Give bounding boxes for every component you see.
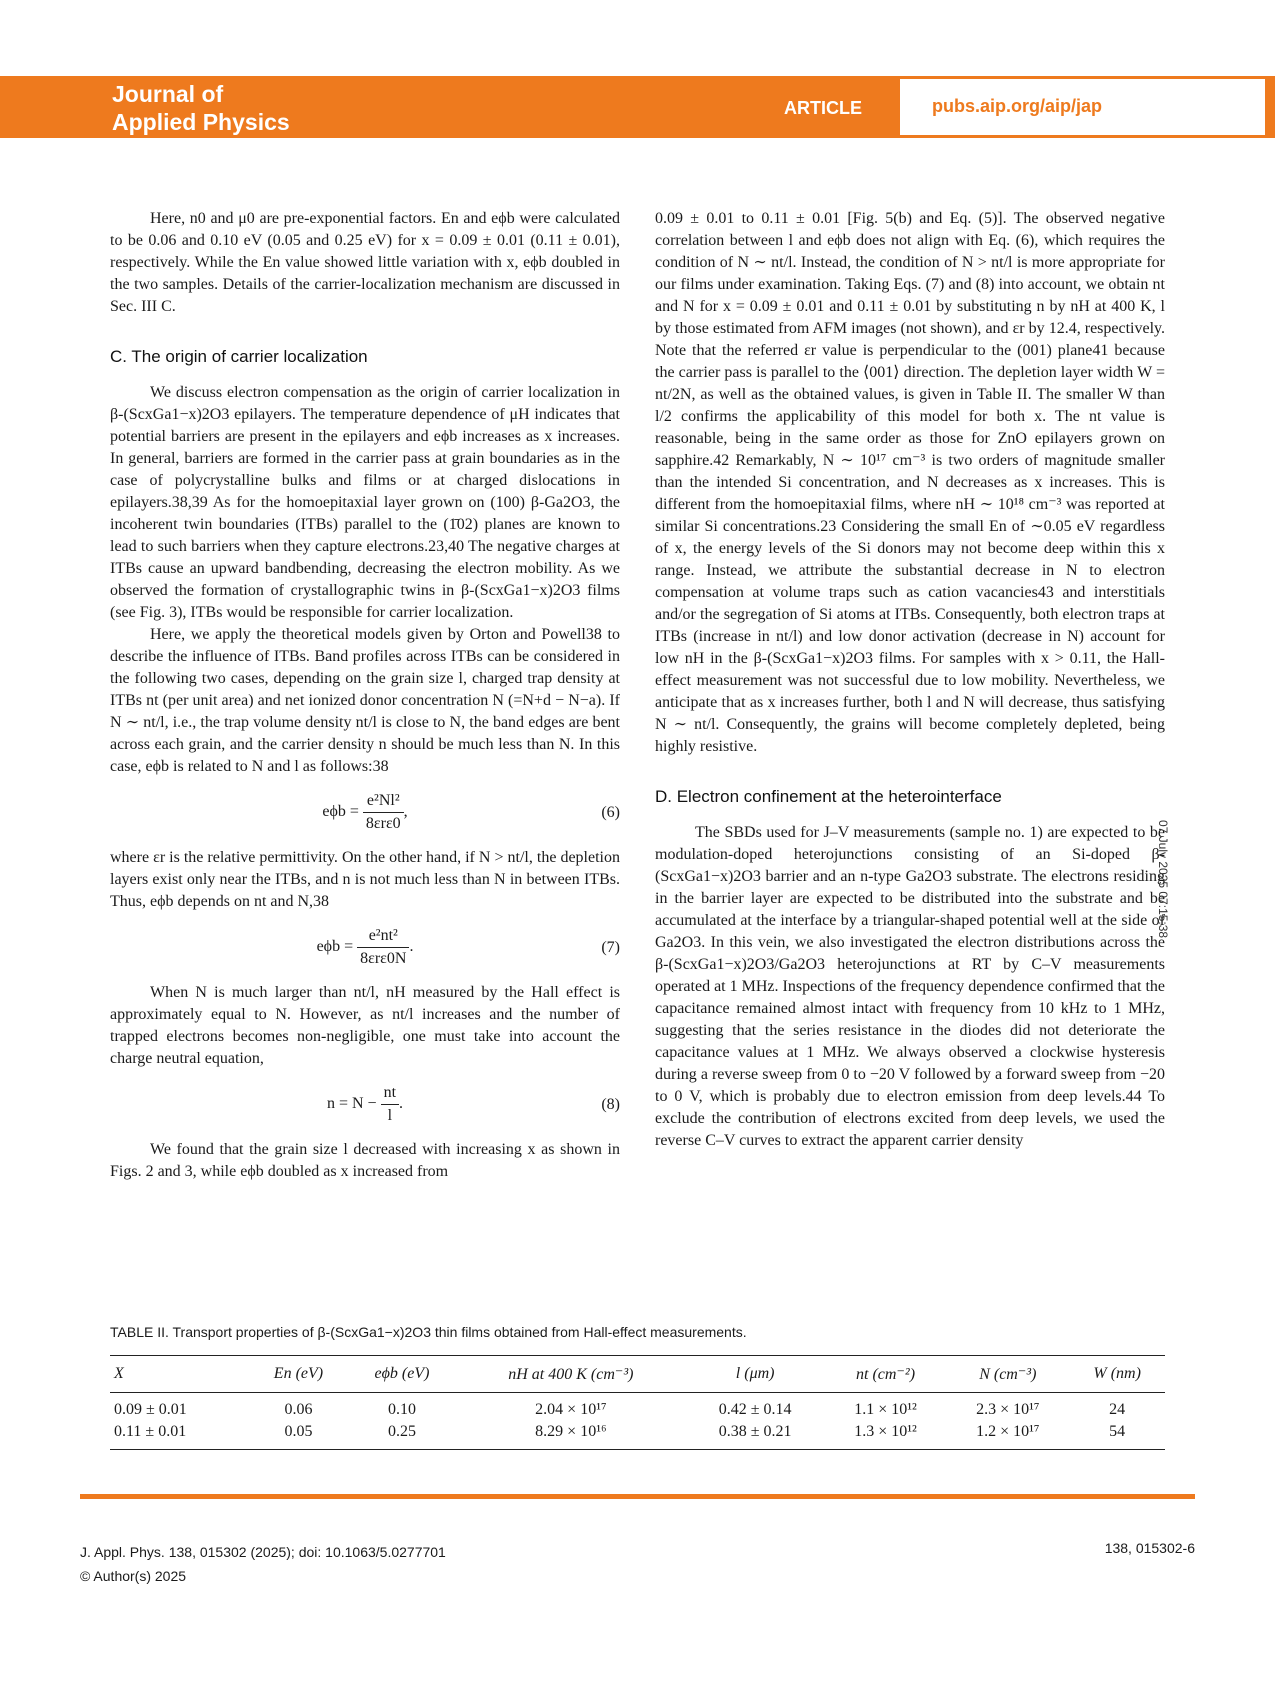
- table-cell: 2.3 × 10¹⁷: [976, 1401, 1040, 1418]
- table-cell: 0.05: [284, 1423, 313, 1440]
- left-column: [110, 208, 620, 1183]
- equation-denominator: 8εrε0: [365, 815, 401, 832]
- table-header-cell: N (cm⁻³): [979, 1366, 1037, 1383]
- equation-lhs: eϕb =: [322, 803, 359, 821]
- equation-fraction: [381, 1082, 399, 1127]
- table-cell: 0.42 ± 0.14: [718, 1401, 792, 1418]
- download-date-stamp: 07 July 2025 07:15:38: [1156, 820, 1170, 939]
- table-cell: 24: [1109, 1401, 1126, 1418]
- equation-lhs: eϕb =: [316, 938, 354, 956]
- table-cell: 1.2 × 10¹⁷: [976, 1423, 1040, 1440]
- paragraph: Here, we apply the theoretical models given by Orton and Powell38 to describe the influence of ITBs. Band profiles across ITBs can be considered in the following two cases, depending on the grain size l, charged trap density at ITBs nt (per unit area) and net ionized donor concentration N (=N+d − N−a). If N ∼ nt/l, i.e., the trap volume density nt/l is close to N, the band edges are bent across each grain, and the carrier density n should be much less than N. In this case, eϕb is related to N and l as follows:38: [110, 626, 620, 775]
- table-header-row: [110, 1356, 1165, 1393]
- paragraph: 0.09 ± 0.01 to 0.11 ± 0.01 [Fig. 5(b) and Eq. (5)]. The observed negative correlation between l and eϕb does not align with Eq. (6), which requires the condition of N ∼ nt/l. Instead, the condition of N > nt/l is more appropriate for our films under examination. Taking Eqs. (7) and (8) into account, we obtain nt and N for x = 0.09 ± 0.01 and 0.11 ± 0.01 by substituting n by nH at 400 K, l by those estimated from AFM images (not shown), and εr by 12.4, respectively. Note that the referred εr value is perpendicular to the (001) plane41 because the carrier pass is parallel to the ⟨001⟩ direction. The depletion layer width W = nt/2N, as well as the obtained values, is given in Table II. The smaller W than l/2 confirms the applicability of this model for both x. The nt value is reasonable, being in the same order as those for ZnO epilayers grown on sapphire.42 Remarkably, N ∼ 10¹⁷ cm⁻³ is two orders of magnitude smaller than the intended Si concentration, and N decreases as x increases. This is different from the homoepitaxial films, where nH ∼ 10¹⁸ cm⁻³ was reported at similar Si concentrations.23 Considering the small En of ∼0.05 eV regardless of x, the energy levels of the Si donors may not become deep within this x range. Instead, we attribute the substantial decrease in N to electron compensation at volume traps such as cation vacancies43 and interstitials and/or the segregation of Si atoms at ITBs. Consequently, both electron traps at ITBs (increase in nt/l) and low donor activation (decrease in N) account for low nH in the β-(ScxGa1−x)2O3 films. For samples with x > 0.11, the Hall-effect measurement was not successful due to low mobility. Nevertheless, we anticipate that as x increases further, both l and N will decrease, thus satisfying N ∼ nt/l. Consequently, the grains will become completely depleted, being highly resistive.: [655, 210, 1165, 755]
- transport-properties-table: [110, 1355, 1165, 1450]
- equation-6: eϕb = $\frac{\text{e²Nl²}}{\text{8εrε0}}$ , (6): [110, 790, 620, 835]
- equation-numerator: e²nt²: [357, 925, 409, 948]
- table-cell: 0.06: [284, 1401, 313, 1418]
- equation-number: (6): [601, 803, 620, 821]
- paragraph: When N is much larger than nt/l, nH measured by the Hall effect is approximately equal to N. However, as nt/l increases and the number of trapped electrons becomes non-negligible, one must take into account the charge neutral equation,: [110, 984, 620, 1067]
- table-row: [110, 1393, 1165, 1422]
- table-cell: 0.38 ± 0.21: [718, 1423, 792, 1440]
- footer-divider: [80, 1494, 1195, 1499]
- table-header-cell: En (eV): [273, 1365, 324, 1382]
- table-header-cell: nH at 400 K (cm⁻³): [508, 1366, 634, 1383]
- article-type-label: ARTICLE: [784, 98, 862, 118]
- equation-denominator: 8εrε0N: [360, 950, 407, 967]
- section-heading: D. Electron confinement at the heterointerface: [655, 787, 1002, 806]
- table-cell: 0.11 ± 0.01: [114, 1423, 187, 1440]
- table-cell: 0.10: [387, 1401, 416, 1418]
- citation-text: J. Appl. Phys. 138, 015302 (2025); doi: 10.1063/5.0277701: [80, 1544, 446, 1560]
- page-number: 138, 015302-6: [1104, 1540, 1195, 1556]
- table-cell: 8.29 × 10¹⁶: [535, 1423, 607, 1440]
- journal-name: [112, 80, 290, 136]
- table-header-cell: l (μm): [735, 1365, 775, 1382]
- footer-citation-block: [80, 1540, 446, 1588]
- equation-8: n = N − $\frac{nt}{l}$ . (8): [110, 1082, 620, 1127]
- table-cell: 1.3 × 10¹²: [854, 1423, 917, 1440]
- equation-numerator: e²Nl²: [363, 790, 404, 813]
- table-header-cell: W (nm): [1093, 1365, 1141, 1382]
- equation-number: (7): [601, 938, 620, 956]
- section-heading: C. The origin of carrier localization: [110, 347, 368, 366]
- journal-name-line2: Applied Physics: [112, 109, 290, 135]
- table-cell: 0.25: [387, 1423, 416, 1440]
- paragraph: The SBDs used for J–V measurements (sample no. 1) are expected to be modulation-doped heterojunctions consisting of an Si-doped β-(ScxGa1−x)2O3 barrier and an n-type Ga2O3 substrate. The electrons residing in the barrier layer are expected to be distributed into the substrate and be accumulated at the interface by a triangular-shaped potential well at the side of Ga2O3. In this vein, we also investigated the electron distributions across the β-(ScxGa1−x)2O3/Ga2O3 heterojunctions at RT by C–V measurements operated at 1 MHz. Inspections of the frequency dependence confirmed that the capacitance remained almost intact with frequency from 10 kHz to 1 MHz, suggesting that the series resistance in the diodes did not deteriorate the capacitance values at 1 MHz. We always observed a clockwise hysteresis during a reverse sweep from 0 to −20 V followed by a forward sweep from −20 to 0 V, which is probably due to electron emission from deep levels.44 To exclude the contribution of electrons excited from deep levels, we used the reverse C–V curves to extract the apparent carrier density: [655, 824, 1166, 1149]
- equation-number: (8): [601, 1095, 620, 1113]
- table-header-cell: nt (cm⁻²): [856, 1366, 916, 1383]
- paragraph: We discuss electron compensation as the origin of carrier localization in β-(ScxGa1−x)2O3 epilayers. The temperature dependence of μH indicates that potential barriers are present in the epilayers and eϕb increases as x increases. In general, barriers are formed in the carrier pass at grain boundaries as in the case of polycrystalline bulks and films or at charged dislocations in epilayers.38,39 As for the homoepitaxial layer grown on (100) β-Ga2O3, the incoherent twin boundaries (ITBs) parallel to the (1̄02) planes are known to lead to such barriers when they capture electrons.23,40 The negative charges at ITBs cause an upward bandbending, decreasing the electron mobility. As we observed the formation of crystallographic twins in β-(ScxGa1−x)2O3 films (see Fig. 3), ITBs would be responsible for carrier localization.: [110, 384, 620, 621]
- table-cell: 2.04 × 10¹⁷: [535, 1401, 607, 1418]
- equation-denominator: l: [387, 1107, 393, 1124]
- right-column: [655, 208, 1165, 1152]
- journal-name-line1: Journal of: [112, 81, 224, 107]
- equation-7: eϕb = $\frac{\text{e²nt²}}{\text{8εrε0N}}$ . (7): [110, 925, 620, 970]
- table-header-cell: X: [114, 1365, 124, 1382]
- equation-lhs: n = N −: [326, 1095, 377, 1113]
- equation-numerator: nt: [381, 1082, 399, 1105]
- table-header-cell: eϕb (eV): [374, 1365, 430, 1382]
- table-container: [110, 1355, 1165, 1450]
- table-caption: TABLE II. Transport properties of β-(ScxGa1−x)2O3 thin films obtained from Hall-effect measurements.: [110, 1324, 747, 1340]
- paragraph: We found that the grain size l decreased with increasing x as shown in Figs. 2 and 3, while eϕb doubled as x increased from: [110, 1141, 620, 1180]
- paragraph: Here, n0 and μ0 are pre-exponential factors. En and eϕb were calculated to be 0.06 and 0.10 eV (0.05 and 0.25 eV) for x = 0.09 ± 0.01 (0.11 ± 0.01), respectively. While the En value showed little variation with x, eϕb doubled in the two samples. Details of the carrier-localization mechanism are discussed in Sec. III C.: [110, 210, 620, 315]
- journal-url-link[interactable]: pubs.aip.org/aip/jap: [932, 96, 1103, 116]
- equation-fraction: [363, 790, 404, 835]
- table-cell: 54: [1109, 1423, 1126, 1440]
- paragraph: where εr is the relative permittivity. On the other hand, if N > nt/l, the depletion layers exist only near the ITBs, and n is not much less than N in between ITBs. Thus, eϕb depends on nt and N,38: [110, 849, 620, 910]
- table-cell: 0.09 ± 0.01: [114, 1401, 187, 1418]
- table-cell: 1.1 × 10¹²: [854, 1401, 917, 1418]
- copyright-text: © Author(s) 2025: [80, 1568, 187, 1584]
- table-row: [110, 1421, 1165, 1450]
- equation-fraction: [357, 925, 409, 970]
